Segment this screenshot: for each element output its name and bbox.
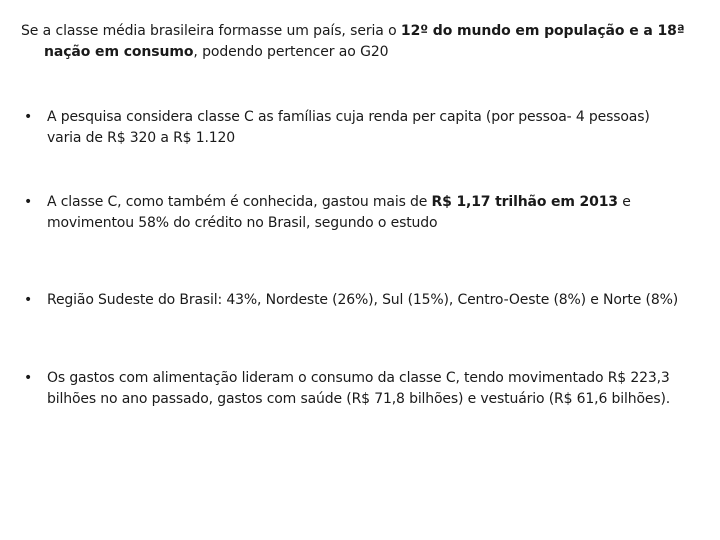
bullet-text-line-2: movimentou 58% do crédito no Brasil, segundo o estudo bbox=[47, 215, 438, 231]
bullet-highlight-spending: R$ 1,17 trilhão em 2013 bbox=[431, 194, 618, 210]
bullet-icon: • bbox=[24, 109, 33, 125]
bullet-item-spending bbox=[24, 192, 714, 234]
intro-continuation bbox=[21, 42, 711, 63]
intro-text-end: , podendo pertencer ao G20 bbox=[193, 44, 389, 60]
bullet-icon: • bbox=[24, 370, 33, 386]
bullet-item-expenses bbox=[24, 368, 714, 410]
intro-highlight-population: 12º do mundo em população e a 18ª bbox=[400, 23, 685, 39]
bullet-text-line-1: Região Sudeste do Brasil: 43%, Nordeste (26%), Sul (15%), Centro-Oeste (8%) e Norte (8%) bbox=[47, 292, 679, 308]
bullet-text-line-2: bilhões no ano passado, gastos com saúde (R$ 71,8 bilhões) e vestuário (R$ 61,6 bilhões). bbox=[47, 391, 671, 407]
bullet-text-pre: A classe C, como também é conhecida, gastou mais de bbox=[47, 194, 432, 210]
bullet-text-line-1 bbox=[24, 192, 714, 213]
bullet-text-post: e bbox=[617, 194, 631, 210]
bullet-text-line-1: A pesquisa considera classe C as famílias cuja renda per capita (por pessoa- 4 pessoas) bbox=[47, 109, 650, 125]
bullet-icon: • bbox=[24, 194, 33, 210]
intro-paragraph bbox=[21, 21, 711, 63]
bullet-item-regions bbox=[24, 290, 714, 311]
bullet-item-income-range bbox=[24, 107, 714, 149]
intro-highlight-consumption: nação em consumo bbox=[44, 44, 194, 60]
bullet-text-line-1: Os gastos com alimentação lideram o consumo da classe C, tendo movimentado R$ 223,3 bbox=[47, 370, 670, 386]
intro-text-start: Se a classe média brasileira formasse um país, seria o bbox=[21, 23, 401, 39]
bullet-icon: • bbox=[24, 292, 33, 308]
bullet-text-line-2: varia de R$ 320 a R$ 1.120 bbox=[47, 130, 236, 146]
